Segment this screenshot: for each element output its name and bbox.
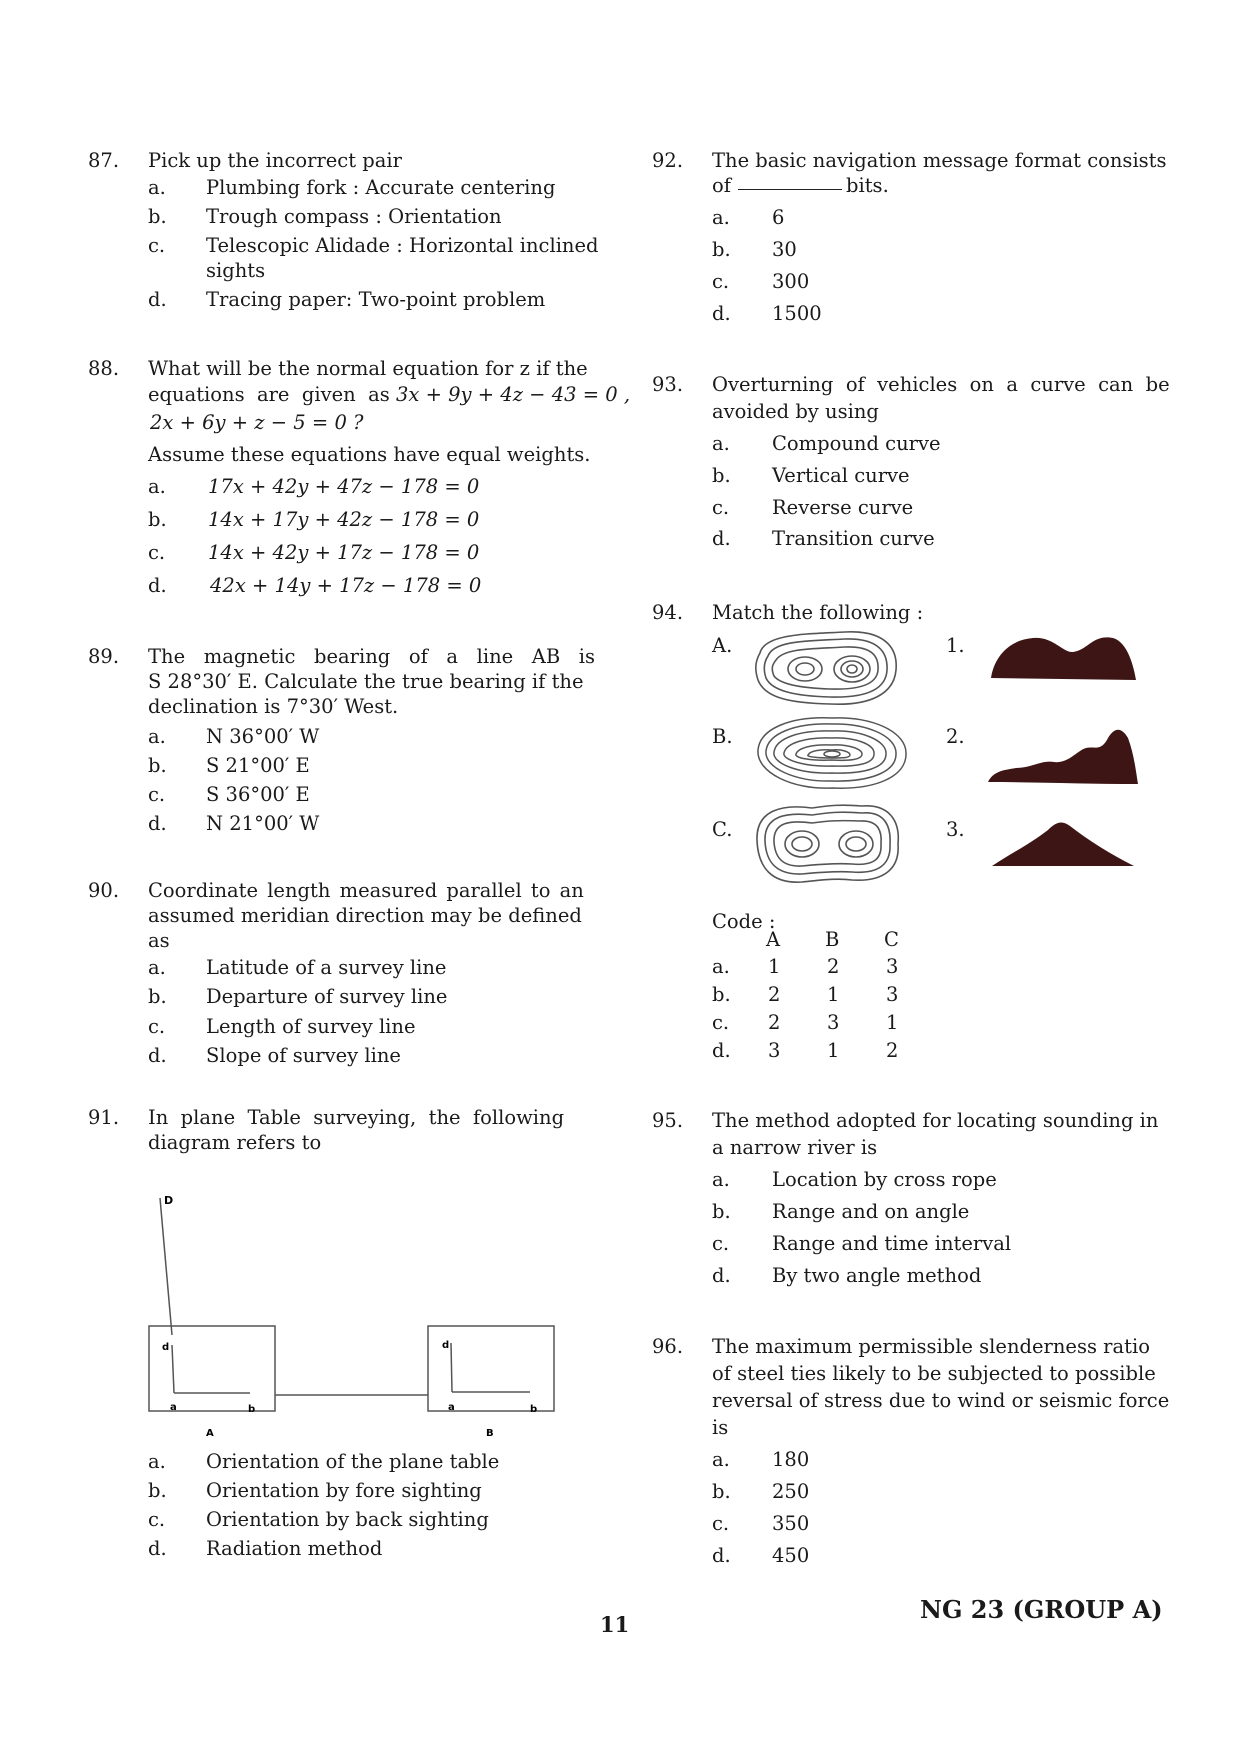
table-B-ray-d bbox=[451, 1343, 452, 1392]
match-left-A: A. bbox=[712, 634, 733, 657]
hill-profile-3 bbox=[990, 814, 1136, 870]
contour-map-A bbox=[750, 628, 900, 710]
label-D: D bbox=[164, 1194, 174, 1207]
code-label: Code : bbox=[712, 910, 776, 933]
equation-2: 2x + 6y + z − 5 = 0 ? bbox=[150, 411, 364, 434]
label-b-A: b bbox=[248, 1404, 256, 1415]
question-stem: declination is 7°30′ West. bbox=[148, 695, 399, 718]
label-d-B: d bbox=[442, 1340, 450, 1351]
code-cell: 1 bbox=[886, 1011, 899, 1034]
code-row-label: d. bbox=[712, 1039, 731, 1062]
question-number: 95. bbox=[652, 1109, 684, 1132]
hill-profile-2 bbox=[986, 724, 1140, 786]
paper-code: NG 23 (GROUP A) bbox=[920, 1595, 1163, 1624]
label-b-B: b bbox=[530, 1404, 538, 1415]
question-stem: a narrow river is bbox=[712, 1136, 878, 1159]
match-right-2: 2. bbox=[946, 725, 965, 748]
code-row-label: b. bbox=[712, 983, 731, 1006]
code-cell: 3 bbox=[886, 983, 899, 1006]
label-B: B bbox=[486, 1428, 494, 1439]
question-stem: avoided by using bbox=[712, 400, 879, 423]
question-number: 92. bbox=[652, 149, 684, 172]
code-row-label: c. bbox=[712, 1011, 730, 1034]
question-stem: Overturning of vehicles on a curve can be bbox=[712, 373, 1170, 396]
question-stem: In plane Table surveying, the following bbox=[148, 1106, 565, 1129]
question-number: 94. bbox=[652, 601, 684, 624]
code-cell: 2 bbox=[827, 955, 840, 978]
hill-fill bbox=[992, 823, 1134, 866]
code-cell: 1 bbox=[827, 1039, 840, 1062]
code-head-B: B bbox=[825, 928, 840, 951]
table-A bbox=[149, 1326, 275, 1411]
question-stem: The magnetic bearing of a line AB is bbox=[148, 645, 596, 668]
question-number: 89. bbox=[88, 645, 120, 668]
hill-fill bbox=[991, 637, 1136, 680]
question-number: 87. bbox=[88, 149, 120, 172]
question-stem: diagram refers to bbox=[148, 1131, 322, 1154]
code-cell: 3 bbox=[768, 1039, 781, 1062]
question-number: 90. bbox=[88, 879, 120, 902]
code-cell: 2 bbox=[768, 1011, 781, 1034]
question-stem: Match the following : bbox=[712, 601, 924, 624]
label-d-A: d bbox=[162, 1342, 170, 1353]
match-left-B: B. bbox=[712, 725, 733, 748]
question-stem: assumed meridian direction may be defined bbox=[148, 904, 582, 927]
question-stem: The method adopted for locating sounding in bbox=[712, 1109, 1159, 1132]
hill-fill bbox=[988, 730, 1138, 784]
match-left-C: C. bbox=[712, 818, 733, 841]
code-table bbox=[652, 928, 952, 1068]
code-head-C: C bbox=[884, 928, 899, 951]
question-stem: S 28°30′ E. Calculate the true bearing if the bbox=[148, 670, 584, 693]
question-number: 88. bbox=[88, 357, 120, 380]
question-stem: What will be the normal equation for z if the bbox=[148, 357, 588, 380]
code-cell: 2 bbox=[886, 1039, 899, 1062]
question-number: 96. bbox=[652, 1335, 684, 1358]
code-head-A: A bbox=[766, 928, 781, 951]
question-stem: Coordinate length measured parallel to an bbox=[148, 879, 584, 902]
blank-line bbox=[738, 189, 842, 190]
code-cell: 1 bbox=[827, 983, 840, 1006]
question-number: 93. bbox=[652, 373, 684, 396]
hill-profile-1 bbox=[988, 628, 1138, 684]
plane-table-diagram bbox=[140, 1180, 560, 1450]
table-B bbox=[428, 1326, 554, 1411]
label-A: A bbox=[206, 1428, 214, 1439]
match-right-3: 3. bbox=[946, 818, 965, 841]
code-cell: 1 bbox=[768, 955, 781, 978]
code-cell: 3 bbox=[827, 1011, 840, 1034]
question-stem: Pick up the incorrect pair bbox=[148, 149, 402, 172]
match-right-1: 1. bbox=[946, 634, 965, 657]
equation-1: 3x + 9y + 4z − 43 = 0 , bbox=[396, 383, 631, 406]
contour-map-C bbox=[752, 800, 902, 886]
code-cell: 2 bbox=[768, 983, 781, 1006]
question-stem: Assume these equations have equal weights. bbox=[148, 443, 591, 466]
question-stem: The basic navigation message format consists bbox=[712, 149, 1167, 172]
table-A-ray-d bbox=[172, 1345, 174, 1393]
question-stem: reversal of stress due to wind or seismic force bbox=[712, 1389, 1170, 1412]
question-stem: is bbox=[712, 1416, 729, 1439]
question-stem: equations are given as bbox=[148, 383, 390, 406]
question-stem: bits. bbox=[846, 174, 889, 197]
question-stem: as bbox=[148, 929, 170, 952]
label-a-B: a bbox=[448, 1402, 455, 1413]
question-stem: of bbox=[712, 174, 731, 197]
code-cell: 3 bbox=[886, 955, 899, 978]
page-number: 11 bbox=[600, 1612, 630, 1637]
question-number: 91. bbox=[88, 1106, 120, 1129]
contour-map-B bbox=[752, 710, 912, 796]
line-dD bbox=[160, 1198, 172, 1335]
question-stem: The maximum permissible slenderness ratio bbox=[712, 1335, 1150, 1358]
label-a-A: a bbox=[170, 1402, 177, 1413]
question-stem: of steel ties likely to be subjected to possible bbox=[712, 1362, 1156, 1385]
code-row-label: a. bbox=[712, 955, 730, 978]
